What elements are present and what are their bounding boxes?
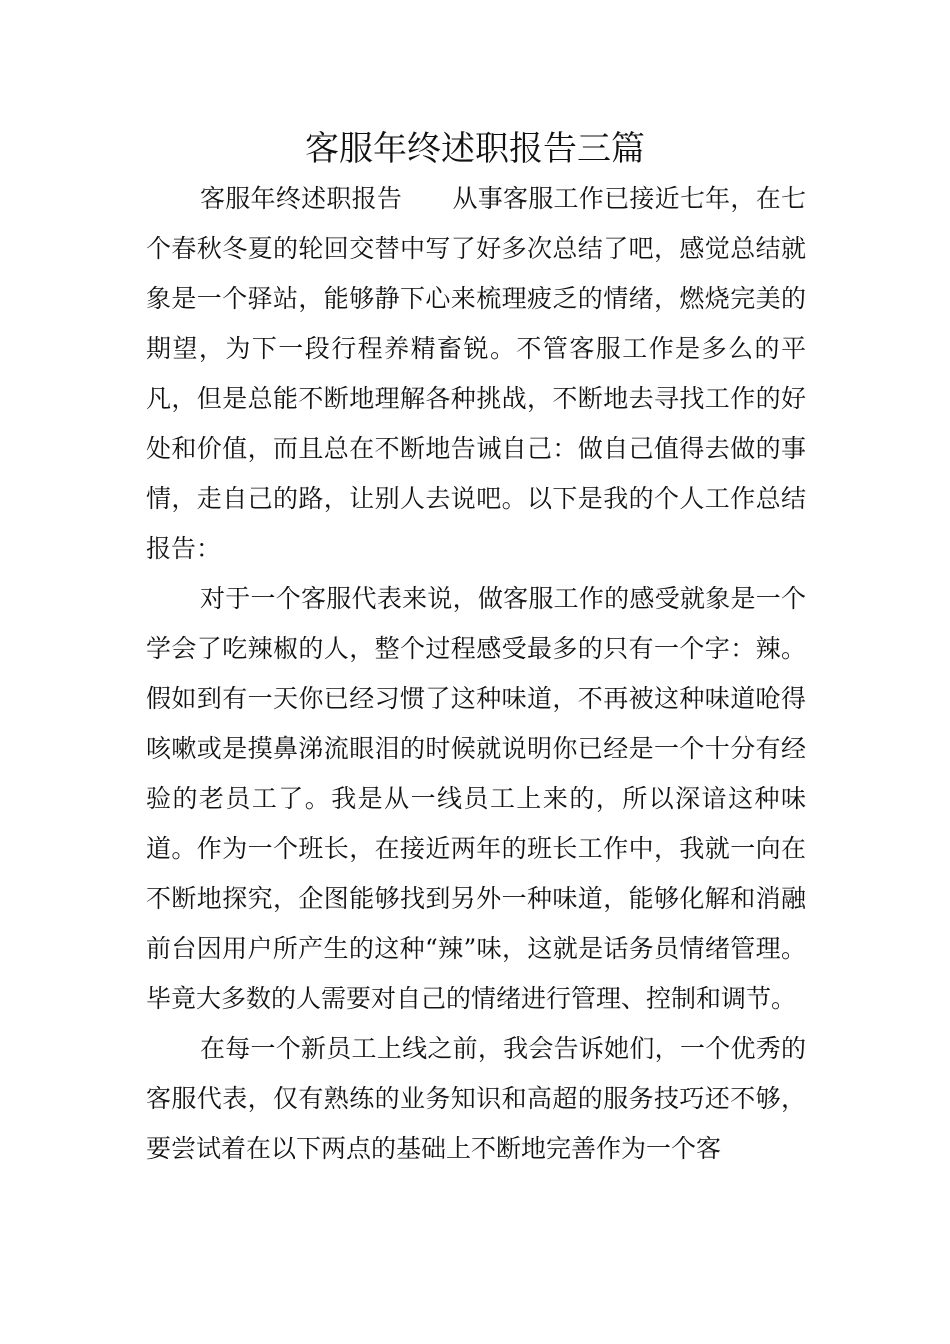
paragraph-3: 在每一个新员工上线之前，我会告诉她们，一个优秀的客服代表，仅有熟练的业务知识和高超的服务技巧还不够，要尝试着在以下两点的基础上不断地完善作为一个客 — [146, 1034, 806, 1163]
paragraph-2: 对于一个客服代表来说，做客服工作的感受就象是一个学会了吃辣椒的人，整个过程感受最多的只有一个字：辣。假如到有一天你已经习惯了这种味道，不再被这种味道呛得咳嗽或是摸鼻涕流眼泪的时候就说明你已经是一个十分有经验的老员工了。我是从一线员工上来的，所以深谙这种味道。作为一个班长，在接近两年的班长工作中，我就一向在不断地探究，企图能够找到另外一种味道，能够化解和消融前台因用户所产生的这种“辣”味，这就是话务员情绪管理。毕竟大多数的人需要对自己的情绪进行管理、控制和调节。 — [146, 584, 806, 1013]
document-title: 客服年终述职报告三篇 — [305, 129, 645, 169]
document-body — [146, 174, 806, 1174]
paragraph-1-text: 从事客服工作已接近七年，在七个春秋冬夏的轮回交替中写了好多次总结了吧，感觉总结就象是一个驿站，能够静下心来梳理疲乏的情绪，燃烧完美的期望，为下一段行程养精畜锐。不管客服工作是多么的平凡，但是总能不断地理解各种挑战，不断地去寻找工作的好处和价值，而且总在不断地告诫自己：做自己值得去做的事情，走自己的路，让别人去说吧。以下是我的个人工作总结报告： — [146, 184, 806, 563]
paragraph-1 — [146, 174, 806, 574]
paragraph-1-lead: 客服年终述职报告 — [200, 184, 403, 213]
